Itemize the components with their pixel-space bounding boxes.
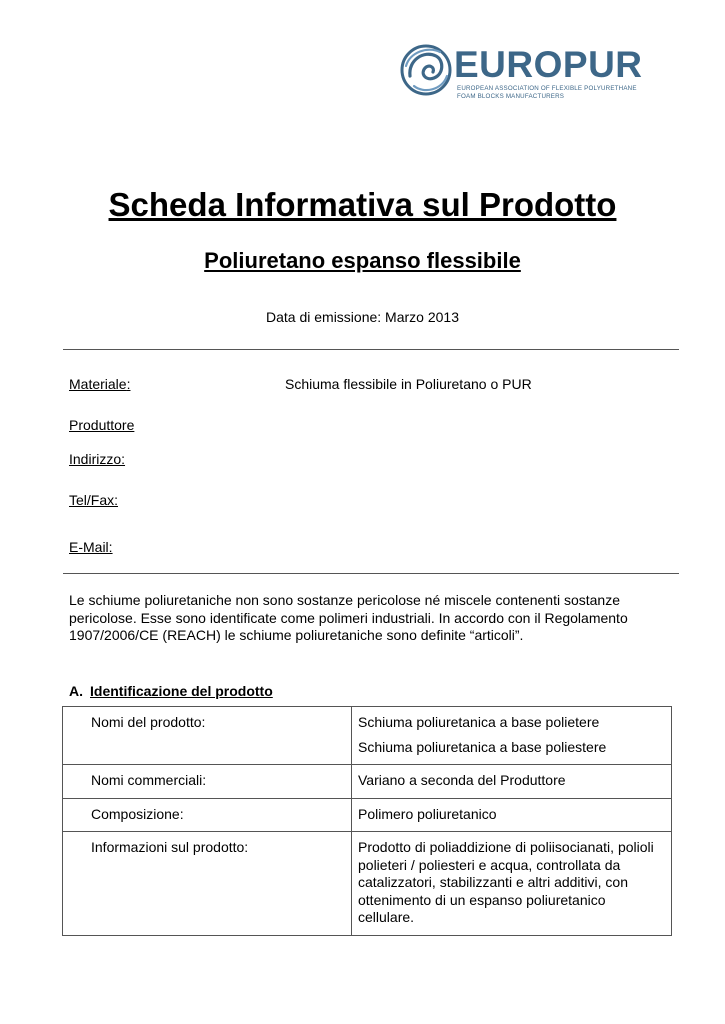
field-label-telfax: Tel/Fax: — [69, 492, 119, 508]
table-row — [63, 765, 672, 799]
europur-logo — [400, 42, 660, 102]
field-value-materiale: Schiuma flessibile in Poliuretano o PUR — [285, 376, 532, 392]
field-label-indirizzo: Indirizzo: — [69, 451, 126, 467]
field-label-email: E-Mail: — [69, 539, 113, 555]
divider — [63, 573, 679, 574]
logo-wordmark: EUROPUR — [454, 44, 643, 85]
row-key: Nomi commerciali: — [63, 765, 352, 799]
issue-date: Data di emissione: Marzo 2013 — [266, 309, 459, 325]
row-value: Polimero poliuretanico — [352, 798, 672, 832]
section-letter: A. — [69, 683, 83, 699]
logo-tagline: EUROPEAN ASSOCIATION OF FLEXIBLE POLYURETHANE FOAM BLOCKS MANUFACTURERS — [457, 85, 637, 100]
table-row — [63, 798, 672, 832]
page-subtitle: Poliuretano espanso flessibile — [204, 248, 521, 273]
row-key: Composizione: — [63, 798, 352, 832]
row-key: Nomi del prodotto: — [63, 707, 352, 765]
page-title: Scheda Informativa sul Prodotto — [108, 186, 617, 223]
field-label-produttore: Produttore — [69, 417, 135, 433]
table-row — [63, 707, 672, 765]
row-value: Schiuma poliuretanica a base polietere Schiuma poliuretanica a base poliestere — [352, 707, 672, 765]
row-key: Informazioni sul prodotto: — [63, 832, 352, 936]
field-label-materiale: Materiale: — [69, 376, 131, 392]
divider — [63, 349, 679, 350]
section-title: Identificazione del prodotto — [90, 683, 273, 699]
section-a-heading — [69, 683, 273, 699]
intro-paragraph: Le schiume poliuretaniche non sono sostanze pericolose né miscele contenenti sostanze pericolose. Esse sono identificate come polimeri industriali. In accordo con il Regolamento 1907/2006/CE (REACH) le schiume poliuretaniche sono definite “articoli”. — [69, 592, 628, 643]
row-value: Variano a seconda del Produttore — [352, 765, 672, 799]
product-identification-table — [62, 706, 672, 936]
swirl-logo-icon — [400, 42, 452, 98]
table-row — [63, 832, 672, 936]
row-value: Prodotto di poliaddizione di poliisocianati, polioli polieteri / poliesteri e acqua, controllata da catalizzatori, stabilizzanti e altri additivi, con ottenimento di un espanso poliuretanico cellulare. — [352, 832, 672, 936]
